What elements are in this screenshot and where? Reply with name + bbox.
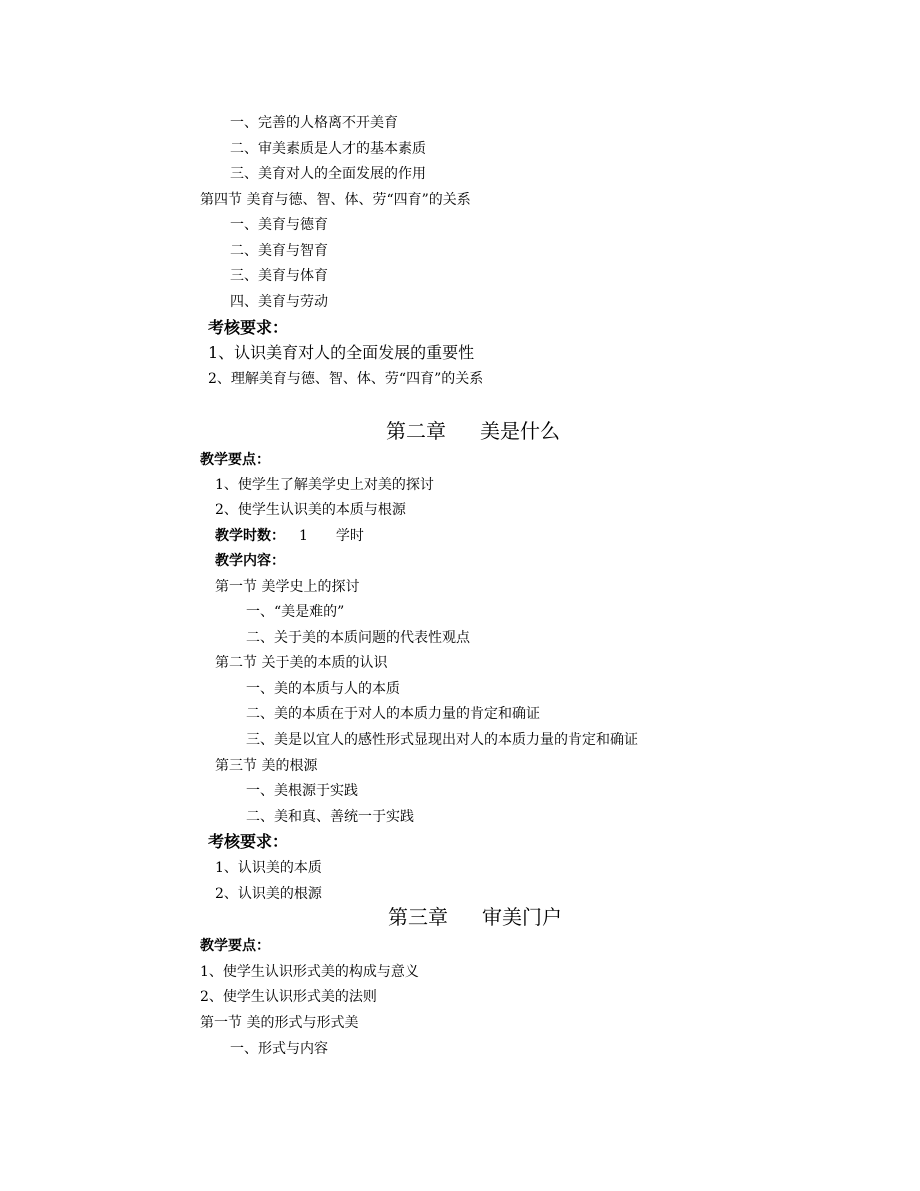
text-line: 1、认识美的本质 bbox=[215, 860, 322, 876]
text-line: 2、使学生认识形式美的法则 bbox=[200, 989, 377, 1005]
text-line: 三、美是以宜人的感性形式显现出对人的本质力量的肯定和确证 bbox=[246, 732, 638, 748]
section-heading: 第一节 美学史上的探讨 bbox=[215, 579, 360, 595]
text-line: 2、理解美育与德、智、体、劳“四育”的关系 bbox=[208, 371, 484, 387]
text-line: 三、美育对人的全面发展的作用 bbox=[230, 166, 426, 182]
text-line: 二、审美素质是人才的基本素质 bbox=[230, 141, 426, 157]
text-line: 一、美根源于实践 bbox=[246, 783, 358, 799]
teaching-points-heading: 教学要点： bbox=[200, 938, 270, 954]
text-line: 一、完善的人格离不开美育 bbox=[230, 115, 398, 131]
section-heading: 第二节 关于美的本质的认识 bbox=[215, 655, 388, 671]
text-line: 四、美育与劳动 bbox=[230, 294, 328, 310]
chapter-title bbox=[386, 419, 560, 443]
teaching-points-heading: 教学要点： bbox=[200, 452, 270, 468]
text-line: 2、使学生认识美的本质与根源 bbox=[215, 502, 406, 518]
text-line: 1、认识美育对人的全面发展的重要性 bbox=[208, 343, 475, 362]
text-line: 一、美育与德育 bbox=[230, 217, 328, 233]
text-line: 二、美育与智育 bbox=[230, 243, 328, 259]
text-line: 一、“美是难的” bbox=[246, 604, 345, 620]
text-line: 二、美和真、善统一于实践 bbox=[246, 809, 414, 825]
teaching-content-heading: 教学内容： bbox=[215, 553, 285, 569]
assessment-heading: 考核要求： bbox=[208, 832, 289, 851]
teaching-hours bbox=[215, 527, 364, 545]
section-heading: 第三节 美的根源 bbox=[215, 758, 318, 774]
chapter-number: 第三章 bbox=[388, 905, 448, 929]
text-line: 一、形式与内容 bbox=[230, 1041, 328, 1057]
section-heading: 第四节 美育与德、智、体、劳“四育”的关系 bbox=[200, 192, 471, 208]
section-heading: 第一节 美的形式与形式美 bbox=[200, 1015, 359, 1031]
chapter-name: 美是什么 bbox=[480, 419, 560, 443]
teaching-hours-unit: 学时 bbox=[335, 528, 364, 544]
text-line: 一、美的本质与人的本质 bbox=[246, 681, 400, 697]
text-line: 二、美的本质在于对人的本质力量的肯定和确证 bbox=[246, 706, 540, 722]
assessment-heading: 考核要求： bbox=[208, 318, 289, 337]
chapter-title bbox=[388, 905, 562, 929]
teaching-hours-label: 教学时数： bbox=[215, 528, 285, 544]
text-line: 1、使学生认识形式美的构成与意义 bbox=[200, 964, 419, 980]
text-line: 二、关于美的本质问题的代表性观点 bbox=[246, 630, 470, 646]
text-line: 1、使学生了解美学史上对美的探讨 bbox=[215, 477, 434, 493]
chapter-name: 审美门户 bbox=[482, 905, 562, 929]
text-line: 2、认识美的根源 bbox=[215, 886, 322, 902]
text-line: 三、美育与体育 bbox=[230, 268, 328, 284]
teaching-hours-value: 1 bbox=[299, 528, 308, 544]
chapter-number: 第二章 bbox=[386, 419, 446, 443]
